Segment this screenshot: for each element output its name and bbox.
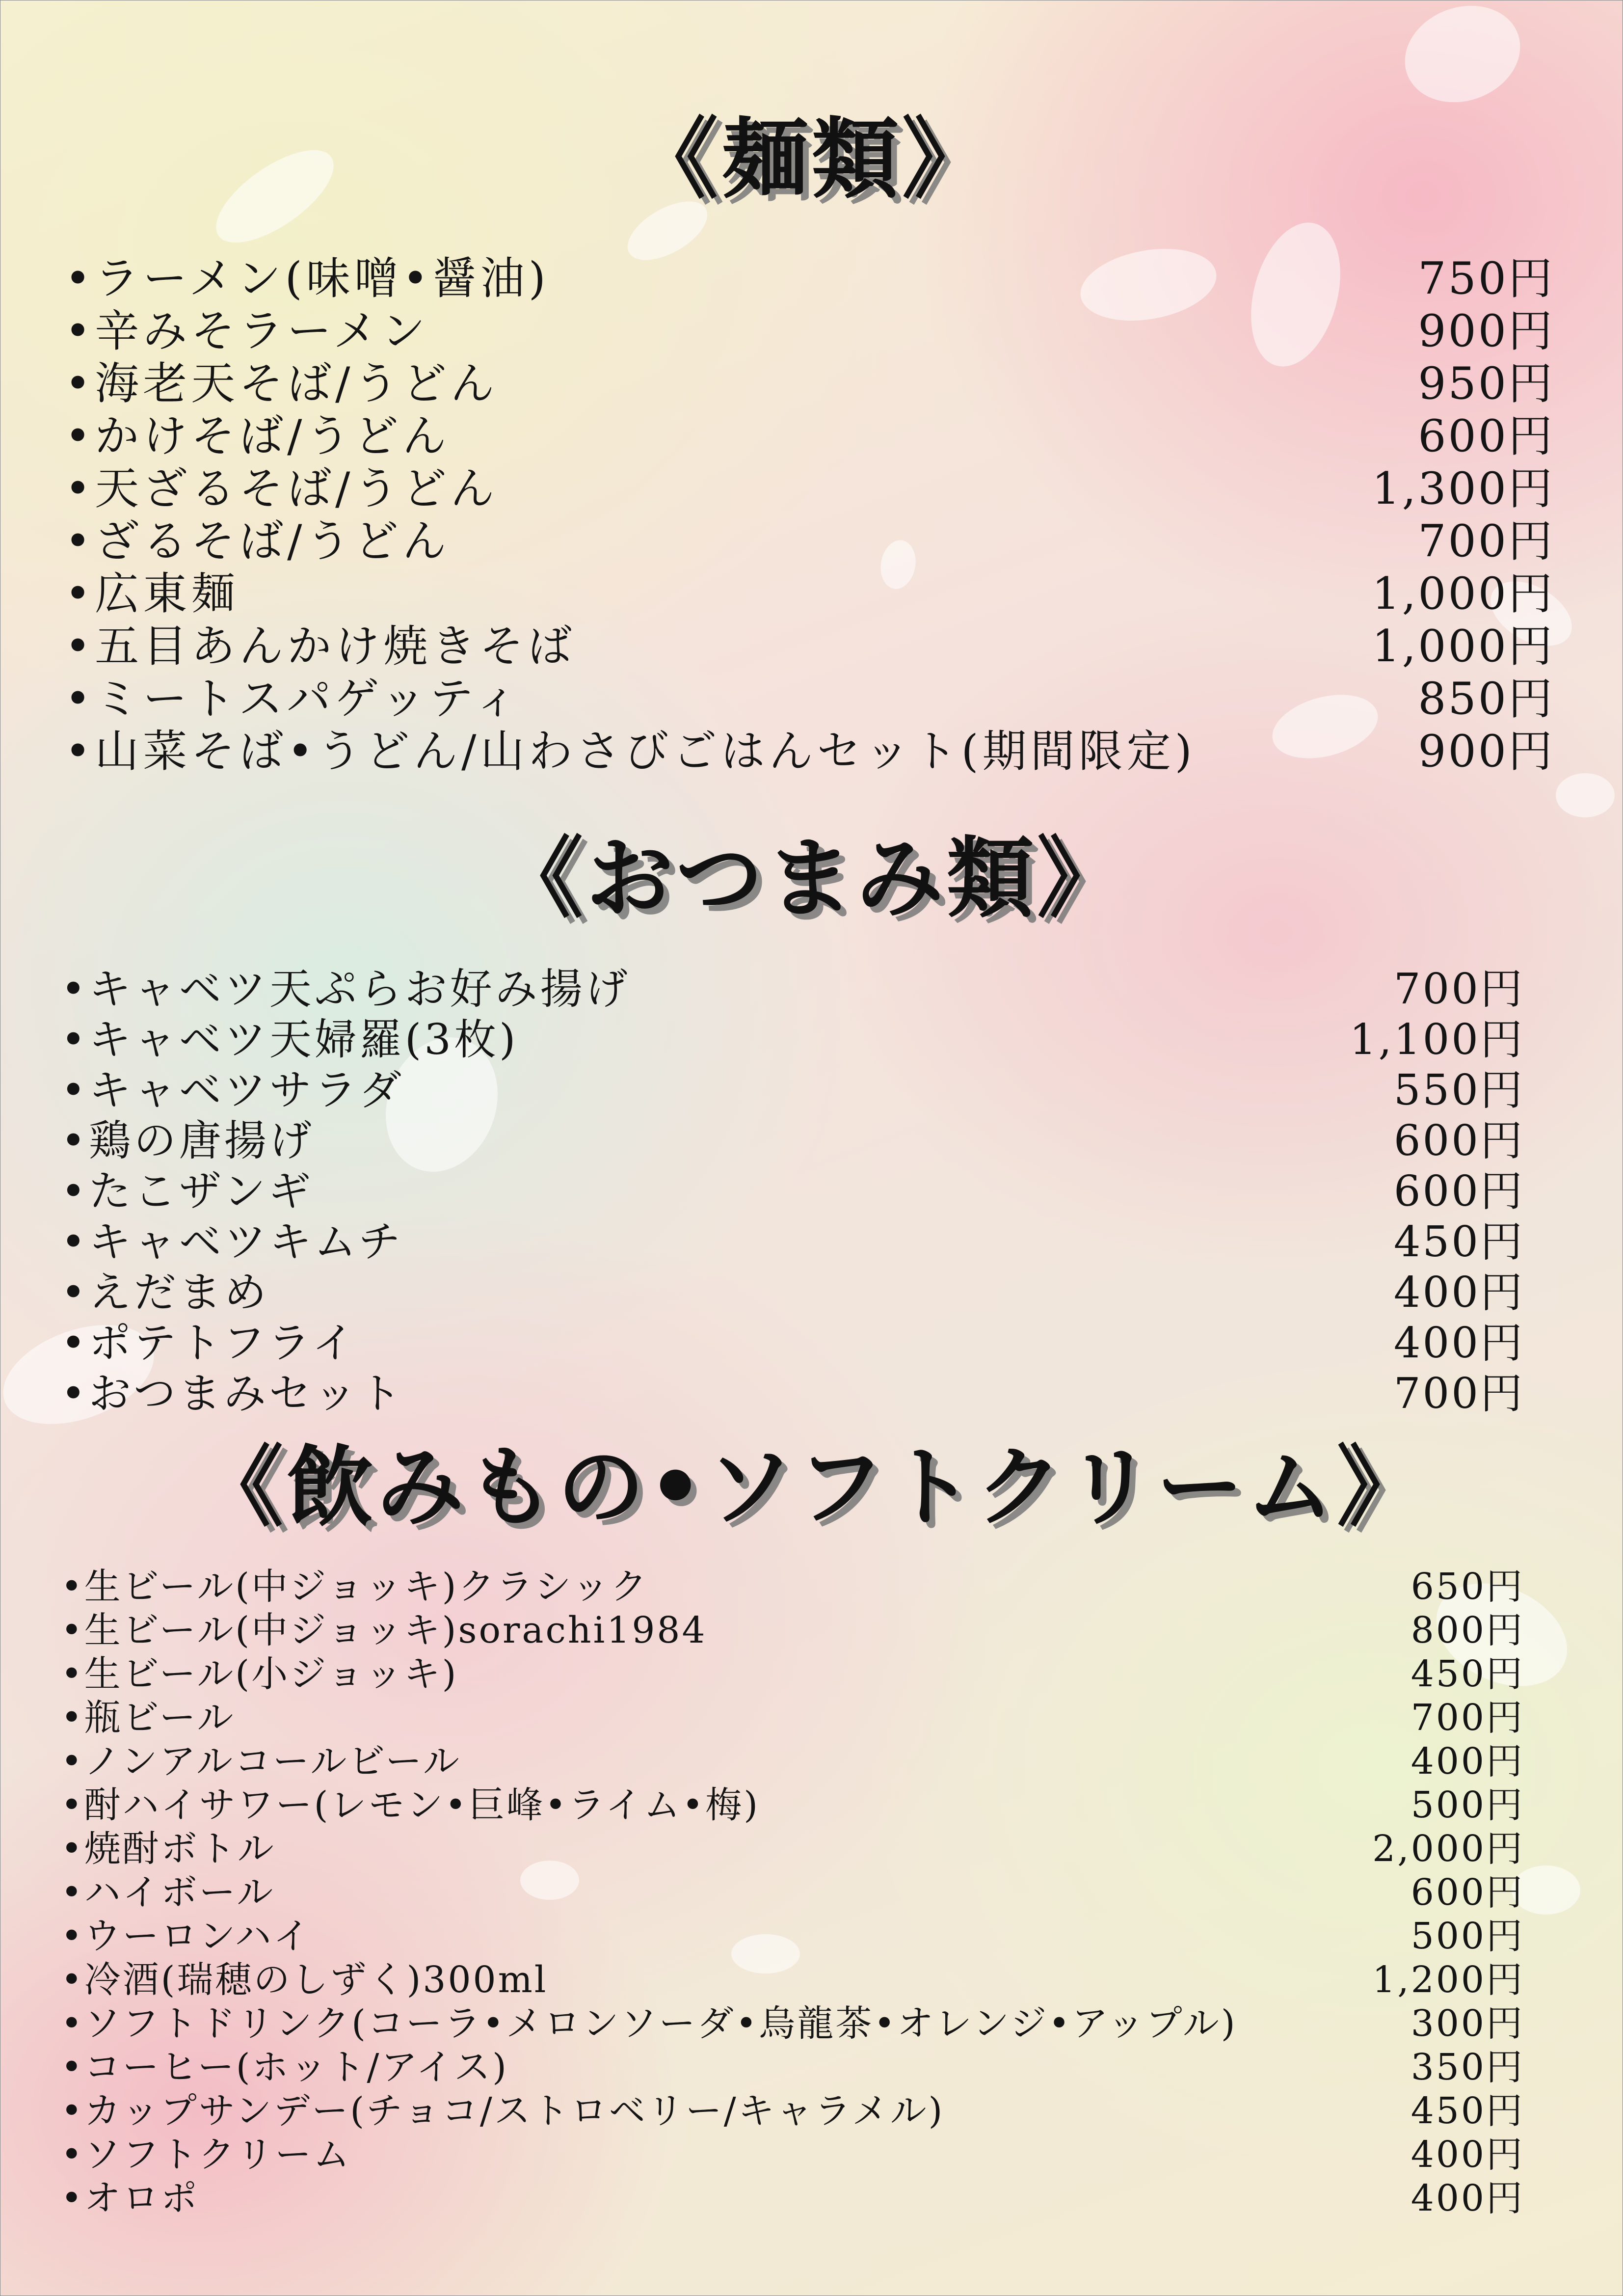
menu-item-price: 650円 xyxy=(1410,1566,1524,1608)
menu-item-price: 600円 xyxy=(1393,1116,1524,1165)
menu-item xyxy=(65,673,1554,725)
menu-item-name: •たこザンギ xyxy=(61,1167,314,1216)
menu-item-name: •山菜そば•うどん/山わさびごはんセット(期間限定) xyxy=(65,726,1196,777)
menu-item xyxy=(61,1217,1524,1268)
menu-item-name: •コーヒー(ホット/アイス) xyxy=(61,2046,508,2088)
menu-item-price: 550円 xyxy=(1393,1066,1524,1115)
menu-item-price: 350円 xyxy=(1410,2046,1524,2088)
menu-item-price: 800円 xyxy=(1410,1609,1524,1651)
menu-item-price: 700円 xyxy=(1418,515,1554,567)
menu-item xyxy=(61,2002,1524,2046)
menu-item-name: •ウーロンハイ xyxy=(61,1915,312,1957)
menu-item xyxy=(61,1696,1524,1740)
menu-item xyxy=(65,305,1554,357)
menu-item xyxy=(61,1015,1524,1065)
menu-item xyxy=(61,1369,1524,1419)
menu-item-name: •ミートスパゲッティ xyxy=(65,673,522,725)
menu-item-name: •かけそば/うどん xyxy=(65,410,451,462)
menu-item-name: •ラーメン(味噌•醤油) xyxy=(65,253,550,304)
section-title-noodles: 《麺類》 xyxy=(631,108,992,210)
menu-item-name: •冷酒(瑞穂のしずく)300ml xyxy=(61,1959,548,2001)
menu-item-price: 450円 xyxy=(1410,2090,1524,2132)
menu-list-noodles xyxy=(65,252,1554,778)
menu-item xyxy=(61,1915,1524,1958)
menu-item xyxy=(65,567,1554,620)
menu-item xyxy=(65,357,1554,410)
menu-item-price: 850円 xyxy=(1418,673,1554,725)
menu-item-name: •カップサンデー(チョコ/ストロベリー/キャラメル) xyxy=(61,2090,945,2132)
menu-item xyxy=(61,1565,1524,1609)
menu-item-price: 450円 xyxy=(1393,1217,1524,1267)
menu-item-price: 400円 xyxy=(1410,2134,1524,2176)
menu-item-price: 400円 xyxy=(1393,1319,1524,1368)
menu-item-price: 450円 xyxy=(1410,1653,1524,1695)
menu-item-name: •海老天そば/うどん xyxy=(65,358,499,409)
menu-item-price: 300円 xyxy=(1410,2002,1524,2045)
menu-item xyxy=(61,1871,1524,1915)
menu-item xyxy=(61,1652,1524,1696)
section-title-drinks: 《飲みもの•ソフトクリーム》 xyxy=(196,1436,1427,1538)
menu-item xyxy=(61,964,1524,1015)
menu-item-price: 1,100円 xyxy=(1349,1015,1524,1064)
menu-item xyxy=(61,1116,1524,1166)
menu-item-price: 1,300円 xyxy=(1372,463,1554,514)
menu-item xyxy=(65,252,1554,305)
menu-item-name: •酎ハイサワー(レモン•巨峰•ライム•梅) xyxy=(61,1784,760,1826)
menu-item-name: •生ビール(中ジョッキ)クラシック xyxy=(61,1566,649,1608)
menu-item-price: 400円 xyxy=(1410,2177,1524,2219)
menu-item-name: •キャベツサラダ xyxy=(61,1066,404,1115)
menu-list-snacks xyxy=(61,964,1524,1419)
menu-item xyxy=(61,1958,1524,2002)
menu-item-name: •えだまめ xyxy=(61,1268,269,1317)
menu-item xyxy=(61,1783,1524,1827)
menu-item-price: 1,000円 xyxy=(1372,621,1554,672)
menu-item xyxy=(65,462,1554,515)
menu-item-price: 600円 xyxy=(1410,1871,1524,1914)
menu-item xyxy=(65,620,1554,673)
menu-item-name: •キャベツ天婦羅(3枚) xyxy=(61,1015,519,1064)
menu-item-name: •キャベツキムチ xyxy=(61,1217,404,1267)
menu-item-price: 750円 xyxy=(1418,253,1554,304)
menu-item xyxy=(61,2089,1524,2133)
menu-item-name: •ハイボール xyxy=(61,1871,275,1914)
menu-item xyxy=(61,1065,1524,1116)
menu-item-price: 1,000円 xyxy=(1372,568,1554,620)
menu-item-name: •焼酎ボトル xyxy=(61,1828,276,1870)
menu-item-name: •五目あんかけ焼きそば xyxy=(65,621,576,672)
menu-item-name: •ざるそば/うどん xyxy=(65,515,451,567)
menu-item-price: 1,200円 xyxy=(1372,1959,1524,2001)
menu-item-price: 900円 xyxy=(1418,305,1554,357)
menu-item xyxy=(61,1609,1524,1652)
menu-item-name: •生ビール(小ジョッキ) xyxy=(61,1653,458,1695)
menu-item xyxy=(61,1740,1524,1783)
menu-item-price: 400円 xyxy=(1410,1740,1524,1783)
menu-item-price: 700円 xyxy=(1393,965,1524,1014)
menu-item-name: •生ビール(中ジョッキ)sorachi1984 xyxy=(61,1609,707,1651)
menu-item xyxy=(65,515,1554,567)
menu-item xyxy=(65,725,1554,778)
menu-item-name: •辛みそラーメン xyxy=(65,305,429,357)
menu-item-name: •鶏の唐揚げ xyxy=(61,1116,315,1165)
menu-item-name: •ポテトフライ xyxy=(61,1319,357,1368)
menu-item-price: 700円 xyxy=(1410,1697,1524,1739)
menu-item xyxy=(61,2133,1524,2177)
menu-item xyxy=(65,410,1554,462)
menu-item-price: 400円 xyxy=(1393,1268,1524,1317)
menu-item-price: 700円 xyxy=(1393,1369,1524,1418)
menu-item xyxy=(61,1318,1524,1369)
menu-item-price: 2,000円 xyxy=(1372,1828,1524,1870)
menu-item-name: •ソフトクリーム xyxy=(61,2134,352,2176)
menu-item xyxy=(61,1268,1524,1318)
menu-item xyxy=(61,2046,1524,2089)
menu-item xyxy=(61,1827,1524,1871)
menu-item-name: •オロポ xyxy=(61,2177,199,2219)
menu-item-price: 600円 xyxy=(1418,410,1554,462)
menu-item-name: •天ざるそば/うどん xyxy=(65,463,499,514)
menu-item-price: 950円 xyxy=(1418,358,1554,409)
menu-item-price: 900円 xyxy=(1418,726,1554,777)
menu-item-name: •ノンアルコールビール xyxy=(61,1740,461,1783)
menu-item-name: •おつまみセット xyxy=(61,1369,404,1418)
section-title-snacks: 《おつまみ類》 xyxy=(496,828,1127,929)
menu-item-name: •瓶ビール xyxy=(61,1697,236,1739)
menu-item-name: •ソフトドリンク(コーラ•メロンソーダ•烏龍茶•オレンジ•アップル) xyxy=(61,2002,1237,2045)
menu-item-price: 500円 xyxy=(1410,1784,1524,1826)
menu-item xyxy=(61,2177,1524,2220)
menu-item-name: •キャベツ天ぷらお好み揚げ xyxy=(61,965,631,1014)
menu-item xyxy=(61,1166,1524,1217)
menu-list-drinks xyxy=(61,1565,1524,2220)
menu-item-price: 500円 xyxy=(1410,1915,1524,1957)
menu-item-price: 600円 xyxy=(1393,1167,1524,1216)
menu-item-name: •広東麺 xyxy=(65,568,239,620)
